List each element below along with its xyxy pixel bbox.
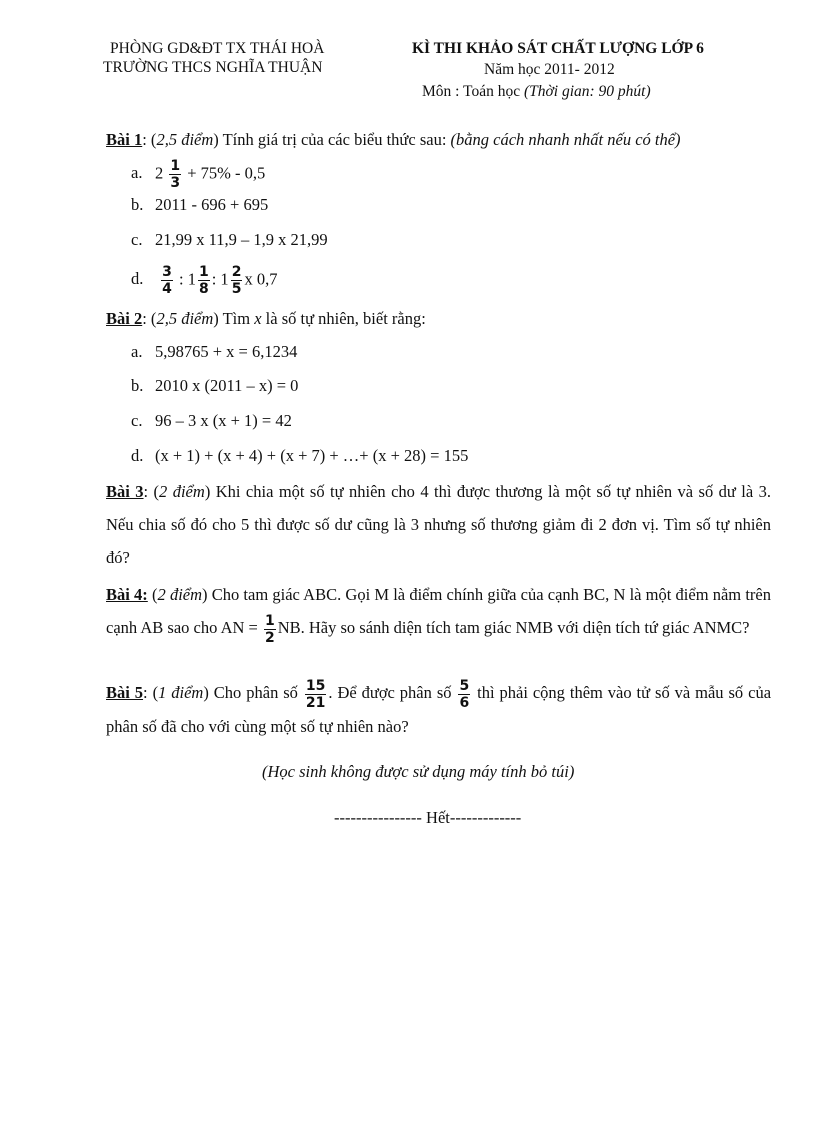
bai3-points: 2 điểm: [159, 482, 205, 501]
fraction: $\frac{3}{4}$: [162, 264, 172, 297]
exam-title: KÌ THI KHẢO SÁT CHẤT LƯỢNG LỚP 6: [412, 40, 704, 57]
subject-line: [422, 83, 651, 101]
fraction: $\frac{1}{8}$: [198, 264, 209, 297]
bai1-item-a: a. 2 $\frac{1}{3}$ + 75% - 0,5: [131, 158, 266, 191]
bai5-points: 1 điểm: [158, 683, 204, 702]
school-department: PHÒNG GD&ĐT TX THÁI HOÀ: [110, 40, 325, 57]
bai2-item-d: d. (x + 1) + (x + 4) + (x + 7) + …+ (x + 28) = 155: [131, 446, 469, 465]
fraction: $\frac{5}{6}$: [459, 677, 470, 711]
bai4-points: 2 điểm: [157, 585, 203, 604]
end-marker: ---------------- Hết-------------: [334, 808, 522, 827]
fraction: $\frac{1}{3}$: [170, 158, 181, 191]
school-name: TRƯỜNG THCS NGHĨA THUẬN: [103, 59, 323, 76]
bai1-item-c: c. 21,99 x 11,9 – 1,9 x 21,99: [131, 230, 328, 249]
bai4-paragraph: Bài 4: (2 điểm) Cho tam giác ABC. Gọi M là điểm chính giữa của cạnh BC, N là một điểm nằm trên cạnh AB sao cho AN = $\frac{1}{2}$ NB. Hãy so sánh diện tích tam giác NMB với diện tích tứ giác ANMC?: [106, 585, 771, 646]
bai3-label: Bài 3: [106, 482, 144, 501]
bai3-paragraph: Bài 3: (2 điểm) Khi chia một số tự nhiên cho 4 thì được thương là một số tự nhiên và số dư là 3. Nếu chia số đó cho 5 thì được số dư cũng là 3 nhưng số thương giảm đi 2 đơn vị. Tìm số tự nhiên đó?: [106, 482, 771, 567]
bai2-item-c: c. 96 – 3 x (x + 1) = 42: [131, 411, 292, 430]
bai5-paragraph: Bài 5: (1 điểm) Cho phân số $\frac{15}{21}$ . Để được phân số $\frac{5}{6}$ thì phải cộng thêm vào tử số và mẫu số của phân số đã cho với cùng một số tự nhiên nào?: [106, 677, 772, 736]
bai1-item-b: b. 2011 - 696 + 695: [131, 195, 269, 214]
bai1-note: (bằng cách nhanh nhất nếu có thể): [450, 130, 681, 149]
fraction: $\frac{2}{5}$: [231, 264, 242, 297]
fraction: $\frac{1}{2}$: [264, 612, 275, 646]
subject: Môn : Toán học: [422, 83, 521, 100]
bai1-item-d: d. $\frac{3}{4}$ : 1 $\frac{1}{8}$ : 1 $\frac{2}{5}$ x 0,7: [131, 264, 278, 297]
bai1-points: 2,5 điểm: [156, 130, 214, 149]
school-year: Năm học 2011- 2012: [484, 61, 615, 78]
bai2-points: 2,5 điểm: [156, 309, 214, 328]
bai2-item-b: b. 2010 x (2011 – x) = 0: [131, 376, 299, 395]
bai2-heading: Bài 2: (2,5 điểm) Tìm x là số tự nhiên, biết rằng:: [106, 309, 426, 328]
bai1-text: Tính giá trị của các biểu thức sau:: [218, 130, 451, 149]
bai4-label: Bài 4:: [106, 585, 148, 604]
fraction: $\frac{15}{21}$: [305, 677, 326, 711]
bai2-label: Bài 2: [106, 309, 143, 328]
bai5-label: Bài 5: [106, 683, 144, 702]
bai1-heading: Bài 1: (2,5 điểm) Tính giá trị của các biểu thức sau: (bằng cách nhanh nhất nếu có thể): [106, 130, 681, 149]
time-limit: (Thời gian: 90 phút): [523, 83, 651, 100]
bai2-item-a: a. 5,98765 + x = 6,1234: [131, 342, 298, 361]
bai1-label: Bài 1: [106, 130, 143, 149]
calculator-note: (Học sinh không được sử dụng máy tính bỏ túi): [262, 762, 575, 781]
